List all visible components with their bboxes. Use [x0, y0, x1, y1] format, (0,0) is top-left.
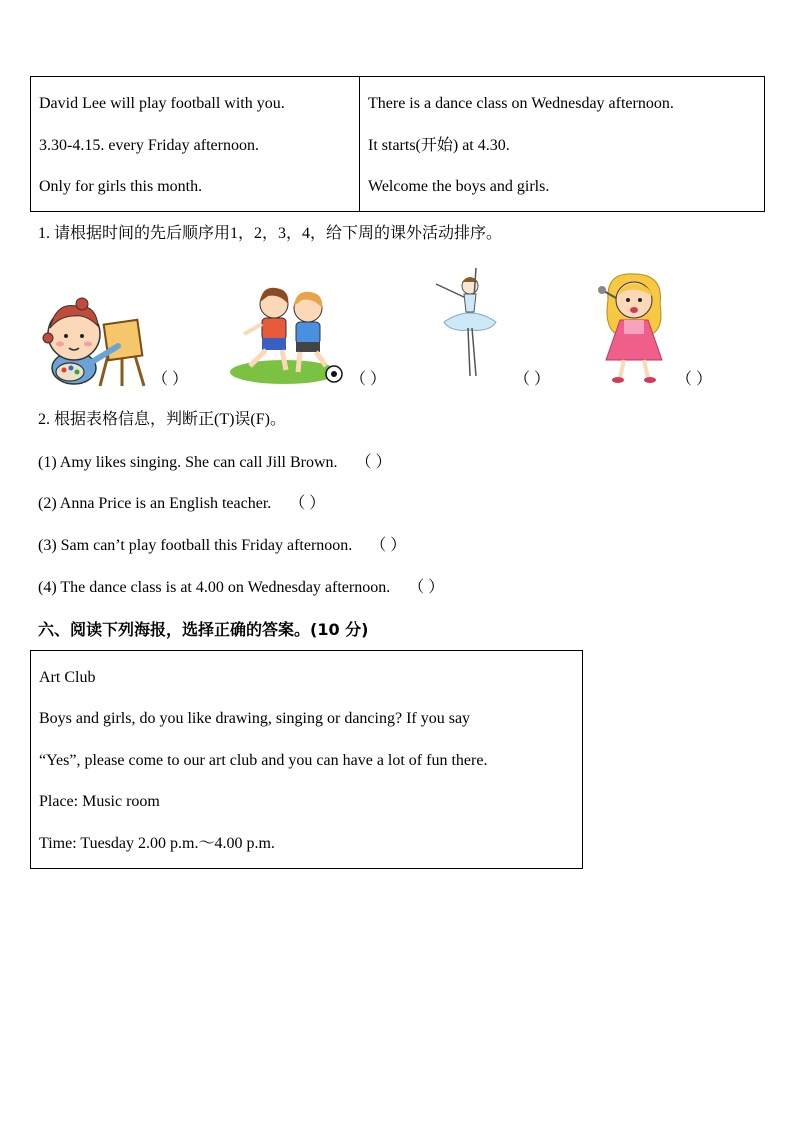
answer-blank[interactable]: （ ） — [289, 495, 326, 512]
question-1-title: 1. 请根据时间的先后顺序用1，2，3，4，给下周的课外活动排序。 — [38, 225, 503, 242]
answer-blank[interactable]: （ ） — [676, 371, 713, 388]
answer-blank[interactable]: （ ） — [370, 537, 407, 554]
answer-blank[interactable]: （ ） — [408, 579, 445, 596]
poster-line: “Yes”, please come to our art club and you can have a lot of fun there. — [39, 752, 488, 769]
list-item — [38, 535, 406, 557]
info-table-right-cell — [360, 77, 764, 211]
table-line: Welcome the boys and girls. — [368, 178, 550, 195]
answer-blank[interactable]: （ ） — [350, 371, 387, 388]
section-6-title: 六、阅读下列海报，选择正确的答案。(10 分) — [38, 620, 369, 639]
poster-place: Place: Music room — [39, 793, 160, 810]
table-line: 3.30-4.15. every Friday afternoon. — [39, 137, 259, 154]
ballerina-icon — [430, 264, 510, 384]
table-line: It starts(开始) at 4.30. — [368, 137, 510, 154]
question-2-title: 2. 根据表格信息，判断正(T)误(F)。 — [38, 411, 286, 428]
art-club-poster — [30, 650, 583, 869]
football-boys-icon — [228, 282, 346, 388]
table-line: Only for girls this month. — [39, 178, 203, 195]
answer-blank[interactable]: （ ） — [514, 371, 551, 388]
statement-text: (1) Amy likes singing. She can call Jill Brown. — [38, 454, 338, 471]
poster-line: Boys and girls, do you like drawing, singing or dancing? If you say — [39, 710, 471, 727]
info-table — [30, 76, 765, 212]
painting-kid-icon — [36, 292, 148, 388]
answer-blank[interactable]: （ ） — [355, 454, 392, 471]
poster-time: Time: Tuesday 2.00 p.m.～4.00 p.m. — [39, 835, 275, 852]
table-line: There is a dance class on Wednesday afternoon. — [368, 95, 674, 112]
statement-text: (2) Anna Price is an English teacher. — [38, 495, 272, 512]
poster-title: Art Club — [39, 669, 96, 686]
info-table-left-cell — [31, 77, 360, 211]
statement-text: (3) Sam can’t play football this Friday afternoon. — [38, 537, 353, 554]
list-item — [38, 493, 325, 515]
list-item — [38, 577, 444, 599]
answer-blank[interactable]: （ ） — [152, 371, 189, 388]
singer-girl-icon — [594, 268, 674, 386]
statement-text: (4) The dance class is at 4.00 on Wednesday afternoon. — [38, 579, 391, 596]
list-item — [38, 452, 392, 474]
table-line: David Lee will play football with you. — [39, 95, 285, 112]
